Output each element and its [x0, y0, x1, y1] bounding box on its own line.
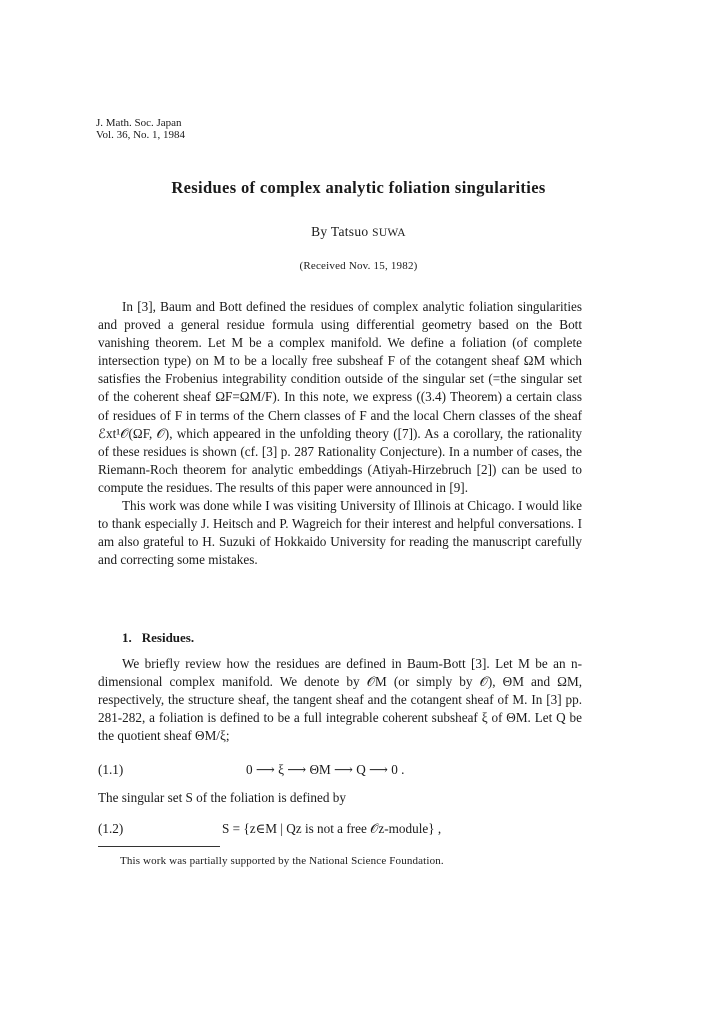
body-text-line: The singular set S of the foliation is defined by	[98, 790, 346, 805]
journal-reference	[96, 117, 185, 141]
section-number: 1.	[122, 630, 132, 645]
equation-formula: 0 ⟶ ξ ⟶ ΘM ⟶ Q ⟶ 0 .	[246, 762, 405, 777]
intro-paragraph: In [3], Baum and Bott defined the residues of complex analytic foliation singularities and proved a general residue formula using differential geometry based on the Bott vanishing theorem. Let M be a complex manifold. We define a foliation (of complete intersection type) on M to be a locally free subsheaf F of the cotangent sheaf ΩM which satisfies the Frobenius integrability condition outside of the singular set (=the singular set of the coherent sheaf ΩF=ΩM/F). In this note, we express ((3.4) Theorem) a certain class of residues of F in terms of the Chern classes of F and the local Chern classes of the sheaf ℰxt¹𝒪(ΩF, 𝒪), which appeared in the unfolding theory ([7]). As a corollary, the rationality of these residues is shown (cf. [3] p. 287 Rationality Conjecture). In a number of cases, the Riemann-Roch theorem for analytic embeddings (Atiyah-Hirzebruch [2]) can be used to compute the residues. The results of this paper were announced in [9].	[98, 299, 582, 495]
author-surname: SUWA	[372, 227, 406, 239]
section-title: Residues.	[141, 630, 195, 645]
acknowledgement-paragraph: This work was done while I was visiting University of Illinois at Chicago. I would like to thank especially J. Heitsch and P. Wagreich for their interest and helpful conversations. I am also grateful to H. Suzuki of Hokkaido University for reading the manuscript carefully and correcting some mistakes.	[98, 498, 582, 568]
journal-volume: Vol. 36, No. 1, 1984	[96, 129, 186, 141]
author-prefix: By Tatsuo	[311, 224, 373, 239]
received-date: (Received Nov. 15, 1982)	[299, 260, 418, 272]
equation-number: (1.1)	[98, 762, 124, 777]
paper-title: Residues of complex analytic foliation singularities	[171, 178, 546, 197]
journal-name: J. Math. Soc. Japan	[96, 117, 182, 129]
introduction	[98, 298, 582, 569]
author-line	[0, 224, 717, 240]
section-body	[98, 655, 582, 745]
section-paragraph: We briefly review how the residues are defined in Baum-Bott [3]. Let M be an n-dimensional complex manifold. We denote by 𝒪M (or simply by 𝒪), ΘM and ΩM, respectively, the structure sheaf, the tangent sheaf and the cotangent sheaf of M. In [3] pp. 281-282, a foliation is defined to be a full integrable coherent subsheaf ξ of ΘM. Let Q be the quotient sheaf ΘM/ξ;	[98, 656, 582, 744]
footnote-rule	[98, 846, 220, 847]
equation-number: (1.2)	[98, 821, 124, 836]
equation-formula: S = {z∈M | Qz is not a free 𝒪z-module} ,	[222, 821, 442, 836]
footnote: This work was partially supported by the National Science Foundation.	[120, 855, 444, 867]
section-heading	[122, 630, 204, 646]
